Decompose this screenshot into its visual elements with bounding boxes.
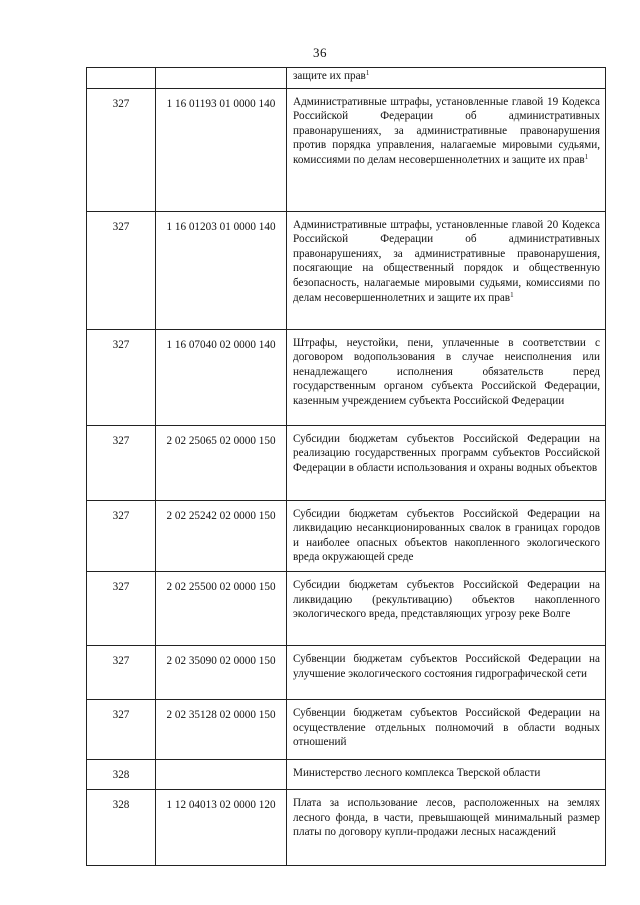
- footnote-mark: 1: [365, 69, 370, 77]
- revenue-name-cell: [287, 68, 606, 89]
- table-row: [87, 699, 606, 759]
- table-row: [87, 759, 606, 789]
- revenue-name-text: Административные штрафы, установленные главой 19 Кодекса Российской Федерации об административных правонарушениях, за административные правонарушения против порядка управления, налагаемые мировыми судьями, комиссиями по делам несовершеннолетних и защите их прав: [293, 95, 600, 166]
- revenue-name-cell: Плата за использование лесов, расположенных на землях лесного фонда, в части, превышающей минимальный размер платы по договору купли-продажи лесных насаждений: [287, 789, 606, 865]
- revenue-name-cell: Субсидии бюджетам субъектов Российской Федерации на ликвидацию (рекультивацию) объектов накопленного экологического вреда, представляющих угрозу реке Волге: [287, 571, 606, 645]
- revenue-name-cell: Субсидии бюджетам субъектов Российской Федерации на ликвидацию несанкционированных свалок в границах городов и наиболее опасных объектов накопленного экологического вреда окружающей среде: [287, 500, 606, 571]
- page-number: 36: [313, 45, 327, 60]
- revenue-name-cell: Субсидии бюджетам субъектов Российской Федерации на реализацию государственных программ субъектов Российской Федерации в области использования и охраны водных объектов: [287, 425, 606, 500]
- revenue-name-cell: [287, 88, 606, 211]
- revenue-name-cell: Штрафы, неустойки, пени, уплаченные в соответствии с договором водопользования в случае неисполнения или ненадлежащего исполнения обязательств перед государственным органом субъекта Российской Федерации, казенным учреждением субъекта Российской Федерации: [287, 329, 606, 425]
- ministry-name-cell: Министерство лесного комплекса Тверской области: [287, 759, 606, 789]
- admin-code-cell: 327: [87, 699, 156, 759]
- revenue-name-cell: Субвенции бюджетам субъектов Российской Федерации на улучшение экологического состояния гидрографической сети: [287, 645, 606, 699]
- table-row: [87, 211, 606, 329]
- revenue-name-text: Административные штрафы, установленные главой 20 Кодекса Российской Федерации об административных правонарушениях, за административные правонарушения, посягающие на общественный порядок и общественную безопасность, налагаемые мировыми судьями, комиссиями по делам несовершеннолетних и защите их прав: [293, 218, 600, 304]
- footnote-mark: 1: [510, 290, 514, 299]
- revenue-name-cell: Субвенции бюджетам субъектов Российской Федерации на осуществление отдельных полномочий в области водных отношений: [287, 699, 606, 759]
- admin-code-cell: [87, 68, 156, 89]
- budget-code-cell: 2 02 25500 02 0000 150: [156, 571, 287, 645]
- admin-code-cell: 328: [87, 759, 156, 789]
- budget-code-cell: 1 16 01203 01 0000 140: [156, 211, 287, 329]
- admin-code-cell: 327: [87, 425, 156, 500]
- budget-code-cell: 2 02 35128 02 0000 150: [156, 699, 287, 759]
- admin-code-cell: 328: [87, 789, 156, 865]
- table-row: [87, 88, 606, 211]
- table-row: [87, 329, 606, 425]
- budget-code-cell: 1 12 04013 02 0000 120: [156, 789, 287, 865]
- budget-code-cell: 2 02 25065 02 0000 150: [156, 425, 287, 500]
- footnote-mark: 1: [584, 152, 589, 161]
- budget-code-cell: 2 02 35090 02 0000 150: [156, 645, 287, 699]
- table-row: [87, 571, 606, 645]
- admin-code-cell: 327: [87, 500, 156, 571]
- table-row: [87, 68, 606, 89]
- admin-code-cell: 327: [87, 329, 156, 425]
- admin-code-cell: 327: [87, 645, 156, 699]
- budget-code-cell: 1 16 01193 01 0000 140: [156, 88, 287, 211]
- table-row: [87, 645, 606, 699]
- table-row: [87, 789, 606, 865]
- budget-code-cell: 2 02 25242 02 0000 150: [156, 500, 287, 571]
- revenue-name-text: защите их прав: [293, 70, 366, 82]
- revenue-name-cell: [287, 211, 606, 329]
- admin-code-cell: 327: [87, 571, 156, 645]
- budget-code-cell: [156, 68, 287, 89]
- budget-code-cell: 1 16 07040 02 0000 140: [156, 329, 287, 425]
- budget-code-cell: [156, 759, 287, 789]
- admin-code-cell: 327: [87, 211, 156, 329]
- table-row: [87, 500, 606, 571]
- admin-code-cell: 327: [87, 88, 156, 211]
- table-row: [87, 425, 606, 500]
- budget-classification-table: [86, 67, 606, 866]
